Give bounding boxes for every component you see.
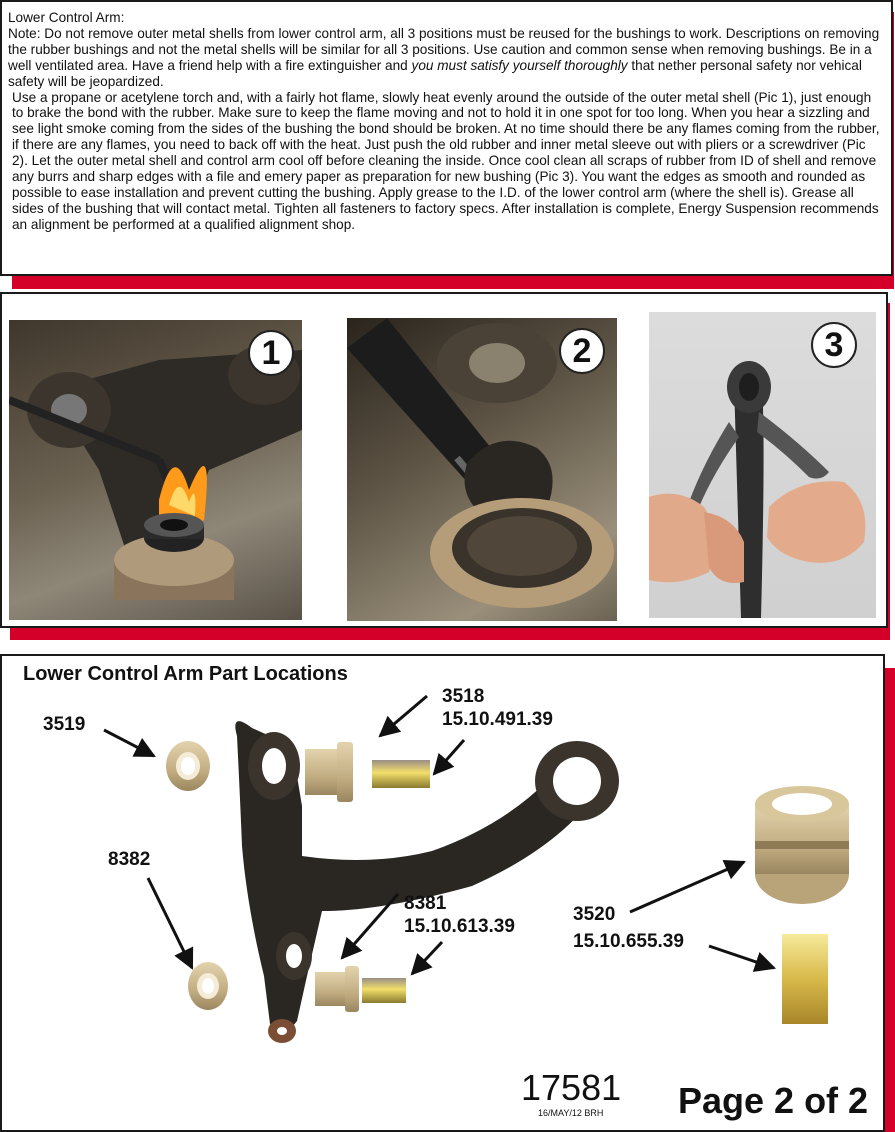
arrow-15-10-491-39 [434,740,464,774]
photo-2-badge: 2 [559,328,605,374]
photo-removing-rubber [347,318,617,621]
photo-torch-heating [9,320,302,620]
sleeve-15-10-655-39-image [782,934,828,1024]
washer-3519-image [166,741,210,791]
bushing-3518-image [305,742,353,802]
photo-3-badge: 3 [811,322,857,368]
arrow-15-10-613-39 [412,942,442,974]
instructions-panel [0,0,893,276]
washer-8382-image [188,962,228,1010]
procedure-text: Use a propane or acetylene torch and, with a fairly hot flame, slowly heat evenly around the outside of the outer metal shell (Pic 1), just enough to brake the bond with the rubber. Make sure to keep the flame moving and not to hold it in one spot for too long. When you hear a sizzling and see light smoke coming from the sides of the bushing the bond should be broken. At no time should there be any flames coming from the rubber, if there are any flames, you need to back off with the heat. Just push the old rubber and inner metal sleeve out with pliers or a screwdriver (Pic 2). Let the outer metal shell and control arm cool off before cleaning the inside. Once cool clean all scraps of rubber from ID of shell and remove any burrs and sharp edges with a file and emery paper as preparation for new bushing (Pic 3). You want the edges as smooth and rounded as possible to ease installation and prevent cutting the bushing. Apply grease to the I.D. of the lower control arm (where the shell is). Grease all sides of the bushing that will contact metal. Tighten all fasteners to factory specs. After installation is complete, Energy Suspension recommends an alignment be performed at a qualified alignment shop. [12,89,880,232]
arrow-3518 [380,696,427,736]
safety-note-emphasis: you must satisfy yourself thoroughly [411,57,628,73]
label-8381: 8381 [404,893,447,914]
arrow-3520 [630,862,744,912]
document-date-code: 16/MAY/12 BRH [538,1108,604,1118]
photo-1-badge: 1 [248,330,294,376]
bushing-8381-image [315,966,359,1012]
arrow-8382 [148,878,192,968]
label-15-10-655-39: 15.10.655.39 [573,931,684,952]
label-15-10-491-39: 15.10.491.39 [442,709,553,730]
parts-panel [0,654,885,1132]
photo-cleaned-shell [649,312,876,618]
label-15-10-613-39: 15.10.613.39 [404,916,515,937]
safety-note-part1: Note: Do not remove outer metal shells from lower control arm, all 3 positions must be reused for the bushings to work. Descriptions on removing the rubber bushings and not the metal shells will be similar for all 3 positions. Use caution and common sense when removing bushings. Be in a well ventilated area. Have a friend help with a fire extinguisher and [8,25,880,73]
label-3519: 3519 [43,714,86,735]
sleeve-15-10-613-39-image [362,978,406,1003]
safety-note-part2: that nether personal safety nor vehical safety will be jeopardized. [8,57,862,89]
document-number: 17581 [521,1067,622,1108]
safety-note [8,26,885,90]
arrow-15-10-655-39 [709,946,774,968]
parts-heading: Lower Control Arm Part Locations [23,663,348,685]
photos-panel [0,292,888,628]
sleeve-15-10-491-39-image [372,760,430,788]
arrow-3519 [104,730,154,756]
label-3518: 3518 [442,686,485,707]
bushing-3520-image [755,786,849,904]
instructions-title: Lower Control Arm: [8,10,125,25]
label-8382: 8382 [108,849,151,870]
instructions-text [8,10,885,233]
label-3520: 3520 [573,904,616,925]
page-indicator: Page 2 of 2 [678,1080,869,1121]
